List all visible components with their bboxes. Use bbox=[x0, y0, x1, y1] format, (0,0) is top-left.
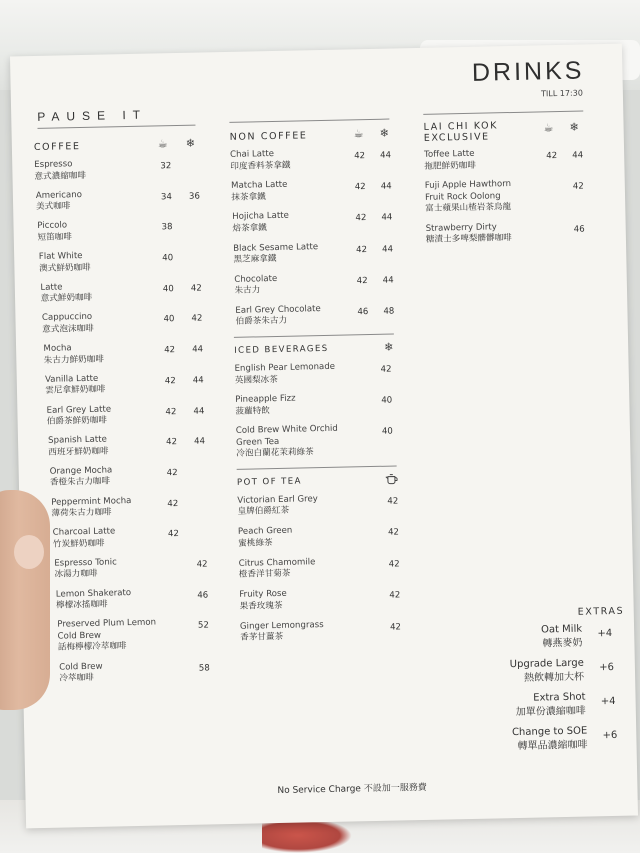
item-name: Vanilla Latte bbox=[44, 373, 99, 385]
non-coffee-title: NON COFFEE bbox=[229, 130, 308, 143]
extra-name-chinese: 熱飲轉加大杯 bbox=[524, 671, 585, 684]
menu-item bbox=[232, 209, 402, 236]
menu-item bbox=[34, 156, 214, 183]
item-name: Hojicha Latte bbox=[232, 211, 290, 223]
extra-name: Oat Milk bbox=[540, 623, 583, 636]
item-name-chinese: 富士蘋果山楂岩茶烏龍 bbox=[425, 202, 512, 214]
menu-item bbox=[57, 616, 224, 654]
coffee-section bbox=[34, 138, 226, 693]
extra-price: +6 bbox=[602, 729, 618, 742]
item-name-chinese: 冷萃咖啡 bbox=[59, 672, 94, 684]
item-name-chinese: 伯爵茶朱古力 bbox=[235, 316, 288, 328]
iced-rule bbox=[234, 334, 394, 338]
item-name-chinese: 薄荷朱古力咖啡 bbox=[51, 507, 112, 519]
coffee-title: COFFEE bbox=[33, 141, 81, 154]
iced-beverages-list bbox=[234, 360, 406, 460]
price: 42 bbox=[380, 364, 392, 375]
item-name: Charcoal Latte bbox=[52, 526, 116, 538]
snowflake-icon: ❄ bbox=[384, 340, 395, 354]
iced-price: 44 bbox=[192, 375, 204, 386]
menu-item bbox=[40, 279, 217, 306]
item-name-chinese: 橙香洋甘菊茶 bbox=[238, 568, 291, 580]
menu-item bbox=[39, 248, 217, 275]
extra-name-chinese: 轉單品濃縮咖啡 bbox=[517, 739, 588, 753]
item-name: Americano bbox=[35, 189, 83, 201]
iced-price: 46 bbox=[573, 223, 585, 235]
iced-price: 44 bbox=[380, 150, 392, 161]
item-name: Pineapple Fizz bbox=[235, 393, 296, 405]
menu-item bbox=[46, 402, 219, 429]
item-name-chinese: 西班牙鮮奶咖啡 bbox=[48, 446, 109, 458]
item-name-chinese: 皇牌伯爵紅茶 bbox=[237, 505, 290, 517]
extra-price: +6 bbox=[599, 661, 615, 674]
item-name: Spanish Latte bbox=[48, 434, 107, 446]
non-coffee-section bbox=[230, 128, 411, 653]
iced-price: 42 bbox=[572, 181, 584, 192]
item-name-chinese: 香茅甘薑茶 bbox=[240, 632, 284, 643]
opening-hours: TILL 17:30 bbox=[541, 88, 583, 99]
hot-price: 42 bbox=[165, 406, 177, 417]
item-name-chinese: 美式咖啡 bbox=[35, 201, 71, 213]
item-name: Victorian Earl Grey bbox=[237, 493, 318, 506]
hot-price: 34 bbox=[160, 191, 172, 203]
menu-item bbox=[45, 371, 219, 398]
price: 40 bbox=[381, 395, 393, 406]
item-name-chinese: 菠蘿特飲 bbox=[235, 405, 270, 417]
item-name: Piccolo bbox=[37, 220, 68, 232]
iced-price: 58 bbox=[198, 662, 210, 674]
pot-of-tea-title: POT OF TEA bbox=[236, 476, 302, 488]
iced-price: 48 bbox=[383, 306, 395, 317]
item-name: Matcha Latte bbox=[231, 179, 288, 192]
extra-name-chinese: 加單份濃縮咖啡 bbox=[515, 705, 586, 719]
iced-price: 44 bbox=[382, 275, 394, 286]
extra-name: Upgrade Large bbox=[509, 657, 584, 671]
extra-item bbox=[509, 657, 615, 687]
exclusive-list bbox=[424, 146, 596, 246]
menu-item bbox=[50, 463, 221, 490]
menu-item bbox=[43, 340, 218, 367]
hot-price: 46 bbox=[357, 306, 369, 318]
menu-item bbox=[235, 391, 405, 418]
item-name: Espresso bbox=[34, 159, 73, 171]
menu-item bbox=[235, 302, 403, 329]
item-name-chinese: 冷泡白蘭花茉莉綠茶 bbox=[236, 447, 314, 459]
menu-item bbox=[51, 494, 222, 521]
extra-price: +4 bbox=[600, 695, 616, 708]
iced-price: 44 bbox=[193, 436, 206, 447]
item-name-chinese: 英國梨冰茶 bbox=[234, 374, 278, 386]
iced-price: 42 bbox=[191, 313, 203, 325]
item-name-chinese: 果香玫瑰茶 bbox=[239, 600, 283, 612]
item-name-line2: Fruit Rock Oolong bbox=[424, 190, 501, 203]
hot-price: 42 bbox=[164, 375, 176, 387]
exclusive-section bbox=[423, 118, 596, 254]
item-name: Latte bbox=[40, 282, 63, 293]
menu-item bbox=[240, 618, 410, 645]
hot-price: 42 bbox=[356, 275, 368, 287]
item-name-chinese: 伯爵茶鮮奶咖啡 bbox=[46, 415, 108, 427]
hot-price: 42 bbox=[354, 151, 366, 162]
hot-price: 42 bbox=[167, 529, 180, 540]
menu-item bbox=[59, 659, 225, 685]
hot-price: 42 bbox=[166, 467, 178, 479]
extra-item bbox=[540, 623, 613, 652]
item-name: Flat White bbox=[38, 251, 83, 262]
item-name-chinese: 拖肥鮮奶咖啡 bbox=[424, 160, 477, 172]
coffee-cup-icon: ☕ bbox=[543, 121, 556, 135]
item-name-chinese: 焙茶拿鐵 bbox=[232, 223, 267, 234]
service-charge-note: No Service Charge 不設加一服務費 bbox=[277, 782, 427, 797]
item-name-chinese: 抹茶拿鐵 bbox=[231, 191, 266, 203]
item-name: Fruity Rose bbox=[239, 588, 287, 600]
item-name-chinese: 冰湯力咖啡 bbox=[54, 569, 98, 581]
price: 42 bbox=[387, 527, 400, 538]
item-name-chinese: 蜜桃綠茶 bbox=[238, 537, 273, 549]
hot-price: 42 bbox=[164, 345, 176, 356]
item-name-chinese: 黑芝麻拿鐵 bbox=[233, 254, 277, 265]
extra-item bbox=[511, 725, 618, 755]
thumbnail bbox=[14, 535, 44, 569]
iced-price: 44 bbox=[192, 344, 204, 355]
price: 42 bbox=[388, 559, 400, 570]
teapot-icon bbox=[385, 472, 399, 487]
menu-item bbox=[56, 586, 224, 613]
item-name: English Pear Lemonade bbox=[234, 361, 336, 374]
item-name-chinese: 意式濃縮咖啡 bbox=[34, 170, 87, 182]
price: 42 bbox=[389, 622, 402, 633]
menu-item bbox=[230, 146, 400, 173]
item-name-chinese: 澳式鮮奶咖啡 bbox=[39, 262, 91, 274]
menu-item bbox=[233, 240, 402, 267]
item-name: Preserved Plum Lemon bbox=[57, 617, 157, 630]
extras-title: EXTRAS bbox=[577, 605, 625, 618]
menu-item bbox=[48, 432, 220, 459]
hot-price: 42 bbox=[546, 151, 558, 162]
hot-price: 32 bbox=[160, 161, 172, 172]
snowflake-icon: ❄ bbox=[379, 126, 391, 140]
iced-price: 42 bbox=[190, 283, 202, 294]
extra-item bbox=[515, 691, 616, 720]
hot-price: 40 bbox=[162, 253, 174, 264]
hot-price: 42 bbox=[354, 182, 366, 193]
exclusive-rule bbox=[423, 110, 583, 114]
coffee-cup-icon: ☕ bbox=[157, 137, 170, 151]
iced-price: 44 bbox=[381, 244, 394, 255]
non-coffee-list bbox=[230, 146, 404, 328]
item-name-chinese: 意式泡沫咖啡 bbox=[42, 323, 94, 335]
item-name: Peach Green bbox=[237, 525, 293, 537]
item-name: Cold Brew White Orchid bbox=[235, 423, 338, 436]
iced-price: 36 bbox=[188, 191, 200, 202]
hot-price: 42 bbox=[167, 498, 179, 509]
hot-price: 40 bbox=[162, 283, 174, 295]
brand-rule bbox=[37, 125, 195, 129]
pot-rule bbox=[237, 465, 397, 469]
item-name: Ginger Lemongrass bbox=[239, 619, 324, 632]
iced-price: 44 bbox=[572, 150, 584, 161]
snowflake-icon: ❄ bbox=[569, 120, 581, 134]
item-name: Toffee Latte bbox=[424, 148, 475, 160]
item-name: Chocolate bbox=[234, 273, 278, 285]
exclusive-header bbox=[423, 118, 594, 150]
hot-price: 42 bbox=[165, 437, 178, 448]
menu-item bbox=[234, 360, 404, 387]
pot-of-tea-list bbox=[237, 492, 410, 645]
item-name-chinese: 印度香料茶拿鐵 bbox=[230, 160, 291, 172]
price: 42 bbox=[389, 590, 401, 601]
item-name-chinese: 雲尼拿鮮奶咖啡 bbox=[45, 384, 106, 397]
item-name: Strawberry Dirty bbox=[425, 221, 497, 234]
iced-price: 44 bbox=[381, 212, 393, 224]
brand-name: PAUSE IT bbox=[37, 107, 148, 124]
item-name-chinese: 短笛咖啡 bbox=[37, 232, 73, 243]
item-name: Fuji Apple Hawthorn bbox=[424, 179, 512, 191]
snowflake-icon: ❄ bbox=[185, 136, 197, 150]
menu-item bbox=[36, 187, 216, 214]
hot-price: 40 bbox=[163, 314, 175, 325]
item-name: Lemon Shakerato bbox=[55, 587, 132, 600]
item-name: Black Sesame Latte bbox=[233, 241, 319, 254]
background-red-object bbox=[262, 818, 352, 853]
item-name: Citrus Chamomile bbox=[238, 556, 316, 569]
menu-item bbox=[424, 146, 594, 173]
menu-title: DRINKS bbox=[471, 56, 585, 87]
menu-item bbox=[238, 523, 408, 550]
item-name-chinese: 朱古力 bbox=[234, 285, 261, 297]
menu-item bbox=[239, 586, 409, 613]
item-name-chinese: 朱古力鮮奶咖啡 bbox=[43, 354, 105, 366]
iced-price: 46 bbox=[197, 590, 209, 601]
item-name: Espresso Tonic bbox=[54, 557, 117, 569]
non-coffee-rule bbox=[229, 119, 389, 123]
menu-item bbox=[426, 220, 596, 247]
item-name: Peppermint Mocha bbox=[51, 495, 132, 508]
exclusive-title-line1: LAI CHI KOK bbox=[423, 120, 499, 133]
item-name: Cappuccino bbox=[41, 312, 93, 324]
item-name: Chai Latte bbox=[229, 148, 275, 160]
coffee-cup-icon: ☕ bbox=[353, 127, 366, 141]
item-name-chinese: 檸檬冰搖咖啡 bbox=[55, 599, 108, 611]
coffee-list bbox=[34, 156, 225, 685]
menu-item bbox=[236, 422, 407, 460]
iced-price: 44 bbox=[193, 406, 205, 417]
item-name-chinese: 糖漬士多啤梨髒髒咖啡 bbox=[425, 233, 512, 245]
menu-sheet bbox=[10, 44, 638, 829]
extra-price: +4 bbox=[597, 628, 613, 640]
menu-item bbox=[234, 271, 403, 298]
extra-name-chinese: 轉燕麥奶 bbox=[542, 637, 583, 650]
item-name: Orange Mocha bbox=[49, 465, 113, 477]
item-name-chinese: 話梅檸檬冷萃咖啡 bbox=[57, 641, 127, 653]
hot-price: 42 bbox=[355, 244, 368, 255]
iced-beverages-title: ICED BEVERAGES bbox=[234, 344, 329, 356]
iced-price: 42 bbox=[196, 559, 208, 570]
menu-item bbox=[239, 555, 409, 582]
item-name-line2: Green Tea bbox=[236, 436, 280, 448]
hand-holding-menu bbox=[0, 490, 50, 710]
item-name: Earl Grey Chocolate bbox=[235, 303, 321, 316]
price: 42 bbox=[387, 496, 399, 507]
item-name: Earl Grey Latte bbox=[46, 403, 112, 416]
price: 40 bbox=[381, 426, 393, 437]
item-name-chinese: 竹炭鮮奶咖啡 bbox=[52, 538, 105, 550]
menu-item bbox=[53, 524, 223, 551]
menu-item bbox=[54, 555, 223, 582]
item-name-chinese: 香橙朱古力咖啡 bbox=[49, 476, 111, 489]
menu-item bbox=[42, 310, 218, 337]
item-name-line2: Cold Brew bbox=[57, 630, 102, 642]
hot-price: 38 bbox=[161, 222, 173, 233]
item-name: Mocha bbox=[43, 343, 72, 354]
menu-item bbox=[37, 218, 216, 245]
iced-price: 52 bbox=[197, 620, 209, 631]
exclusive-title-line2: EXCLUSIVE bbox=[423, 131, 490, 144]
item-name: Cold Brew bbox=[59, 661, 103, 673]
menu-item bbox=[231, 178, 401, 205]
item-name-chinese: 意式鮮奶咖啡 bbox=[40, 293, 93, 305]
menu-item bbox=[237, 492, 407, 519]
extra-name: Change to SOE bbox=[511, 725, 588, 739]
extra-name: Extra Shot bbox=[533, 691, 586, 704]
menu-item bbox=[425, 177, 596, 215]
hot-price: 42 bbox=[355, 213, 367, 224]
iced-price: 44 bbox=[380, 181, 392, 192]
